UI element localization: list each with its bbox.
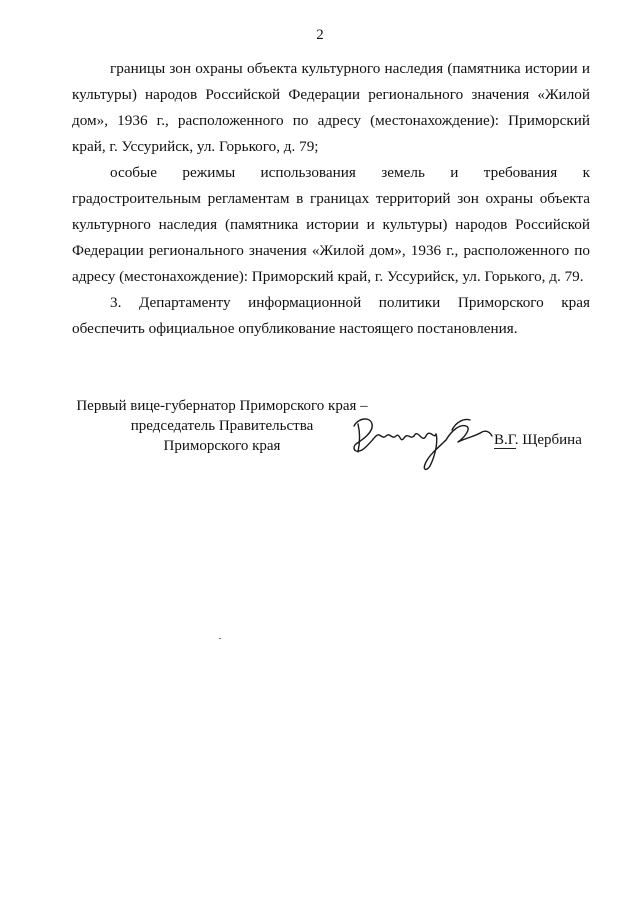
signatory-title	[72, 396, 372, 456]
page-number: 2	[316, 27, 324, 43]
signature-underline	[494, 448, 516, 449]
paragraph-land-use-regimes: особые режимы использования земель и требования к градостроительным регламентам в границах территорий зон охраны объекта культурного наследия (памятника истории и культуры) народов Российской Федерации регионального значения «Жилой дом», 1936 г., расположенного по адресу (местонахождение): Приморский край, г. Уссурийск, ул. Горького, д. 79.	[72, 164, 590, 285]
scan-speck	[219, 638, 221, 639]
signatory-title-line-3: Приморского края	[163, 438, 281, 454]
paragraph-publication-order: 3. Департаменту информационной политики Приморского края обеспечить официальное опубликование настоящего постановления.	[72, 294, 590, 337]
signatory-title-line-2: председатель Правительства	[130, 418, 314, 434]
paragraph-protection-zones: границы зон охраны объекта культурного наследия (памятника истории и культуры) народов Российской Федерации регионального значения «Жилой дом», 1936 г., расположенного по адресу (местонахождение): Приморский край, г. Уссурийск, ул. Горького, д. 79;	[72, 60, 590, 155]
document-body	[72, 56, 590, 342]
signatory-title-line-1: Первый вице-губернатор Приморского края –	[76, 398, 368, 414]
signer-name: В.Г. Щербина	[494, 432, 582, 448]
handwritten-signature	[348, 410, 498, 476]
